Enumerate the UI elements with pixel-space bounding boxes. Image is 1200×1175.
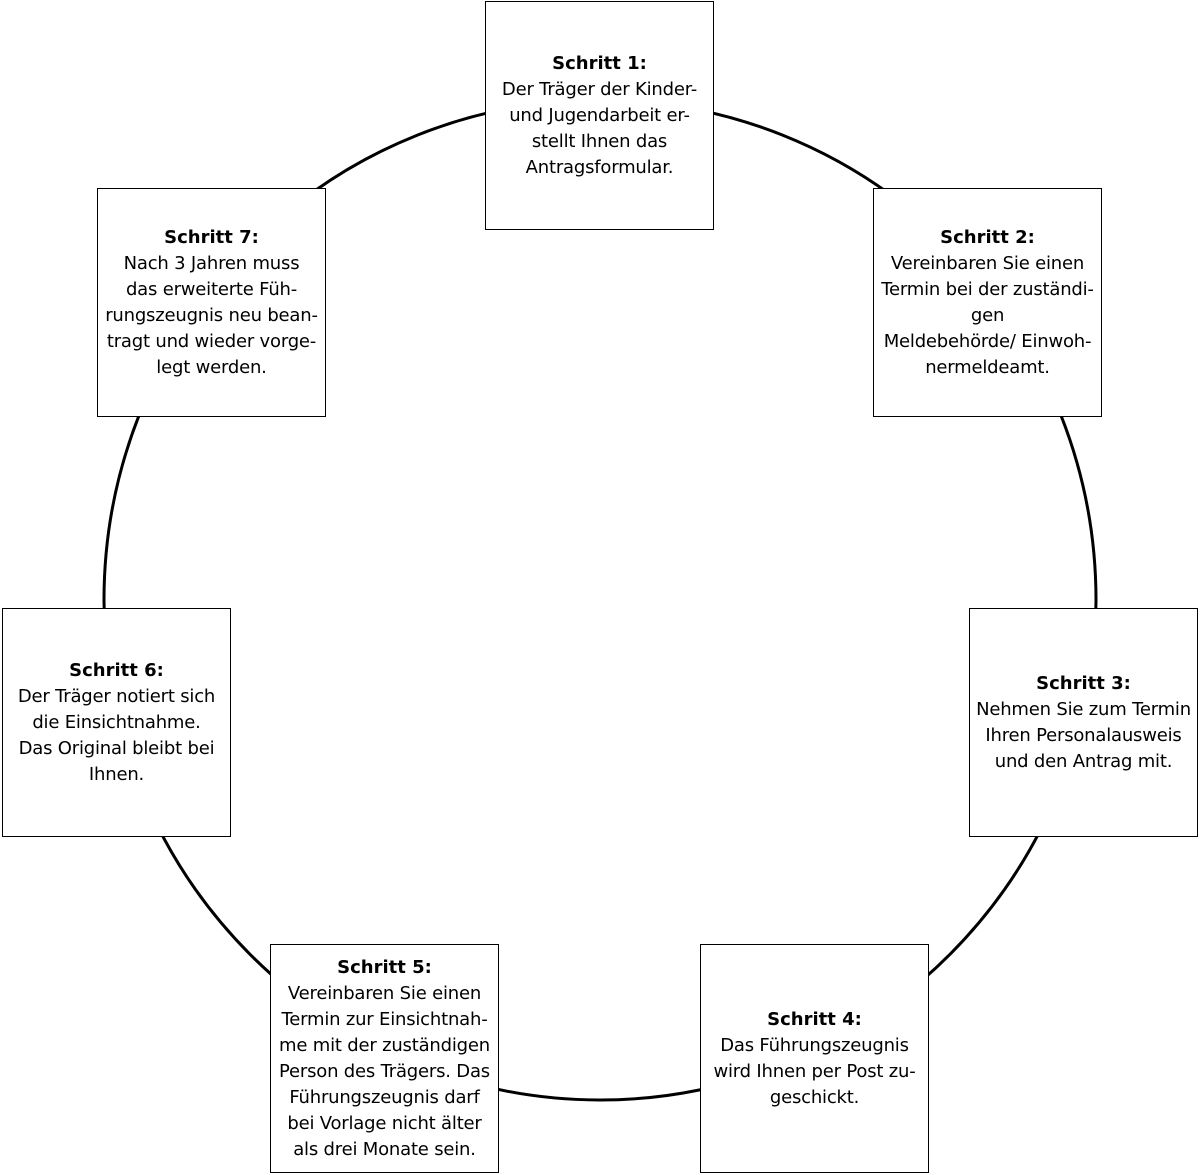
step-5-line-1: Vereinbaren Sie einen bbox=[287, 982, 482, 1004]
step-5-title: Schritt 5: bbox=[337, 956, 432, 978]
step-1-box bbox=[485, 1, 714, 230]
step-4-line-2: wird Ihnen per Post zu- bbox=[713, 1060, 916, 1082]
step-5-line-5: Führungszeugnis darf bbox=[289, 1086, 480, 1108]
step-5-line-3: me mit der zuständigen bbox=[279, 1034, 490, 1056]
step-7-line-4: tragt und wieder vorge- bbox=[106, 330, 317, 352]
step-1-line-3: stellt Ihnen das bbox=[531, 130, 668, 152]
step-7-line-5: legt werden. bbox=[156, 356, 267, 378]
step-7-line-2: das erweiterte Füh- bbox=[125, 278, 298, 300]
step-1-title: Schritt 1: bbox=[552, 52, 647, 74]
step-2-box bbox=[873, 188, 1102, 417]
step-6-title: Schritt 6: bbox=[69, 659, 164, 681]
step-6-line-3: Das Original bleibt bei bbox=[18, 737, 215, 759]
step-3-line-1: Nehmen Sie zum Termin bbox=[976, 698, 1191, 720]
step-6-line-1: Der Träger notiert sich bbox=[17, 685, 216, 707]
step-3-line-3: und den Antrag mit. bbox=[994, 750, 1173, 772]
step-5-line-6: bei Vorlage nicht älter bbox=[287, 1112, 482, 1134]
step-7-line-1: Nach 3 Jahren muss bbox=[123, 252, 300, 274]
step-5-line-2: Termin zur Einsichtnah- bbox=[281, 1008, 488, 1030]
step-2-line-2: Termin bei der zuständi- bbox=[881, 278, 1094, 300]
step-7-title: Schritt 7: bbox=[164, 226, 259, 248]
step-6-box bbox=[2, 608, 231, 837]
step-1-line-2: und Jugendarbeit er- bbox=[509, 104, 690, 126]
step-3-title: Schritt 3: bbox=[1036, 672, 1131, 694]
step-4-title: Schritt 4: bbox=[767, 1008, 862, 1030]
step-4-line-1: Das Führungszeugnis bbox=[720, 1034, 909, 1056]
step-7-box bbox=[97, 188, 326, 417]
step-6-line-2: die Einsichtnahme. bbox=[32, 711, 201, 733]
step-3-line-2: Ihren Personalausweis bbox=[985, 724, 1182, 746]
step-5-line-4: Person des Trägers. Das bbox=[279, 1060, 490, 1082]
step-2-line-5: nermeldeamt. bbox=[925, 356, 1050, 378]
step-2-line-1: Vereinbaren Sie einen bbox=[890, 252, 1085, 274]
step-2-line-3: gen bbox=[970, 304, 1005, 326]
step-4-box bbox=[700, 944, 929, 1173]
step-1-line-4: Antragsformular. bbox=[525, 156, 674, 178]
step-1-line-1: Der Träger der Kinder- bbox=[501, 78, 698, 100]
step-4-line-3: geschickt. bbox=[769, 1086, 860, 1108]
step-5-box bbox=[270, 944, 499, 1173]
step-7-line-3: rungszeugnis neu bean- bbox=[105, 304, 318, 326]
step-3-box bbox=[969, 608, 1198, 837]
step-5-line-7: als drei Monate sein. bbox=[293, 1138, 476, 1160]
step-2-title: Schritt 2: bbox=[940, 226, 1035, 248]
step-2-line-4: Meldebehörde/ Einwoh- bbox=[883, 330, 1092, 352]
step-6-line-4: Ihnen. bbox=[88, 763, 145, 785]
